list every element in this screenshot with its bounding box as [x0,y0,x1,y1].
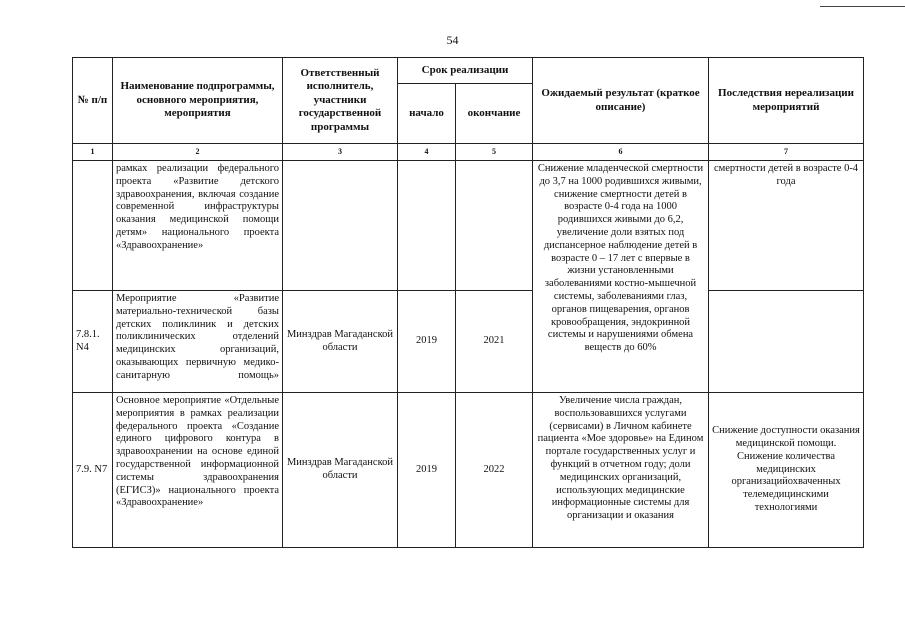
row-start: 2019 [398,291,456,393]
row-result-merged: Снижение младенческой смертности до 3,7 на 1000 родившихся живыми, снижение смертности детей в возрасте 0-4 года на 1000 родившихся живыми до 6,2, увеличение доли взятых под диспансерное наблюдение детей в возрасте 0 – 17 лет с впервые в жизни установленными заболеваниями костно-мышечной системы, заболеваниями глаз, органов пищеварения, органов кровообращения, эндокринной системы и нарушениями обмена веществ до 60% [533,161,709,393]
row-responsible: Минздрав Магаданской области [283,393,398,548]
column-number: 7 [709,144,864,161]
header-end: окончание [456,84,533,144]
table-row [73,161,864,291]
row-start: 2019 [398,393,456,548]
row-name: рамках реализации федерального проекта «Развитие детского здравоохранения, включая создание современной инфраструктуры оказания медицинской помощи детям» национального проекта «Здравоохранение» [113,161,283,291]
row-end: 2021 [456,291,533,393]
column-number: 1 [73,144,113,161]
row-number: 7.8.1. N4 [73,291,113,393]
table-row [73,291,864,393]
header-responsible: Ответственный исполнитель, участники государственной программы [283,58,398,144]
header-result: Ожидаемый результат (краткое описание) [533,58,709,144]
table-row [73,393,864,548]
row-name: Основное мероприятие «Отдельные мероприятия в рамках реализации федерального проекта «Создание единого цифрового контура в здравоохранении на основе единой государственной информационной системы здравоохранения (ЕГИСЗ)» национального проекта «Здравоохранение» [113,393,283,548]
header-period: Срок реализации [398,58,533,84]
column-number: 4 [398,144,456,161]
column-number: 5 [456,144,533,161]
top-rule [820,6,905,7]
page-number: 54 [446,33,459,47]
header-num: № п/п [73,58,113,144]
row-end: 2022 [456,393,533,548]
column-number: 3 [283,144,398,161]
column-number: 6 [533,144,709,161]
row-end [456,161,533,291]
row-responsible [283,161,398,291]
header-start: начало [398,84,456,144]
row-result: Увеличение числа граждан, воспользовавшихся услугами (сервисами) в Личном кабинете пациента «Мое здоровье» на Едином портале государственных услуг и функций в отчетном году; доли медицинских организаций, использующих медицинские информационные системы для организации и оказания [533,393,709,548]
row-name: Мероприятие «Развитие материально-технической базы детских поликлиник и детских поликлинических отделений медицинских организаций, оказывающих первичную медико-санитарную помощь» [113,291,283,393]
column-numbers-row [73,144,864,161]
program-table [72,57,864,548]
row-consequences: смертности детей в возрасте 0-4 года [709,161,864,291]
header-name: Наименование подпрограммы, основного мероприятия, мероприятия [113,58,283,144]
row-consequences [709,291,864,393]
row-consequences: Снижение доступности оказания медицинской помощи. Снижение количества медицинских организацийохваченных телемедицинскими технологиями [709,393,864,548]
column-number: 2 [113,144,283,161]
row-number: 7.9. N7 [73,393,113,548]
row-start [398,161,456,291]
row-number [73,161,113,291]
header-consequences: Последствия нереализации мероприятий [709,58,864,144]
row-responsible: Минздрав Магаданской области [283,291,398,393]
